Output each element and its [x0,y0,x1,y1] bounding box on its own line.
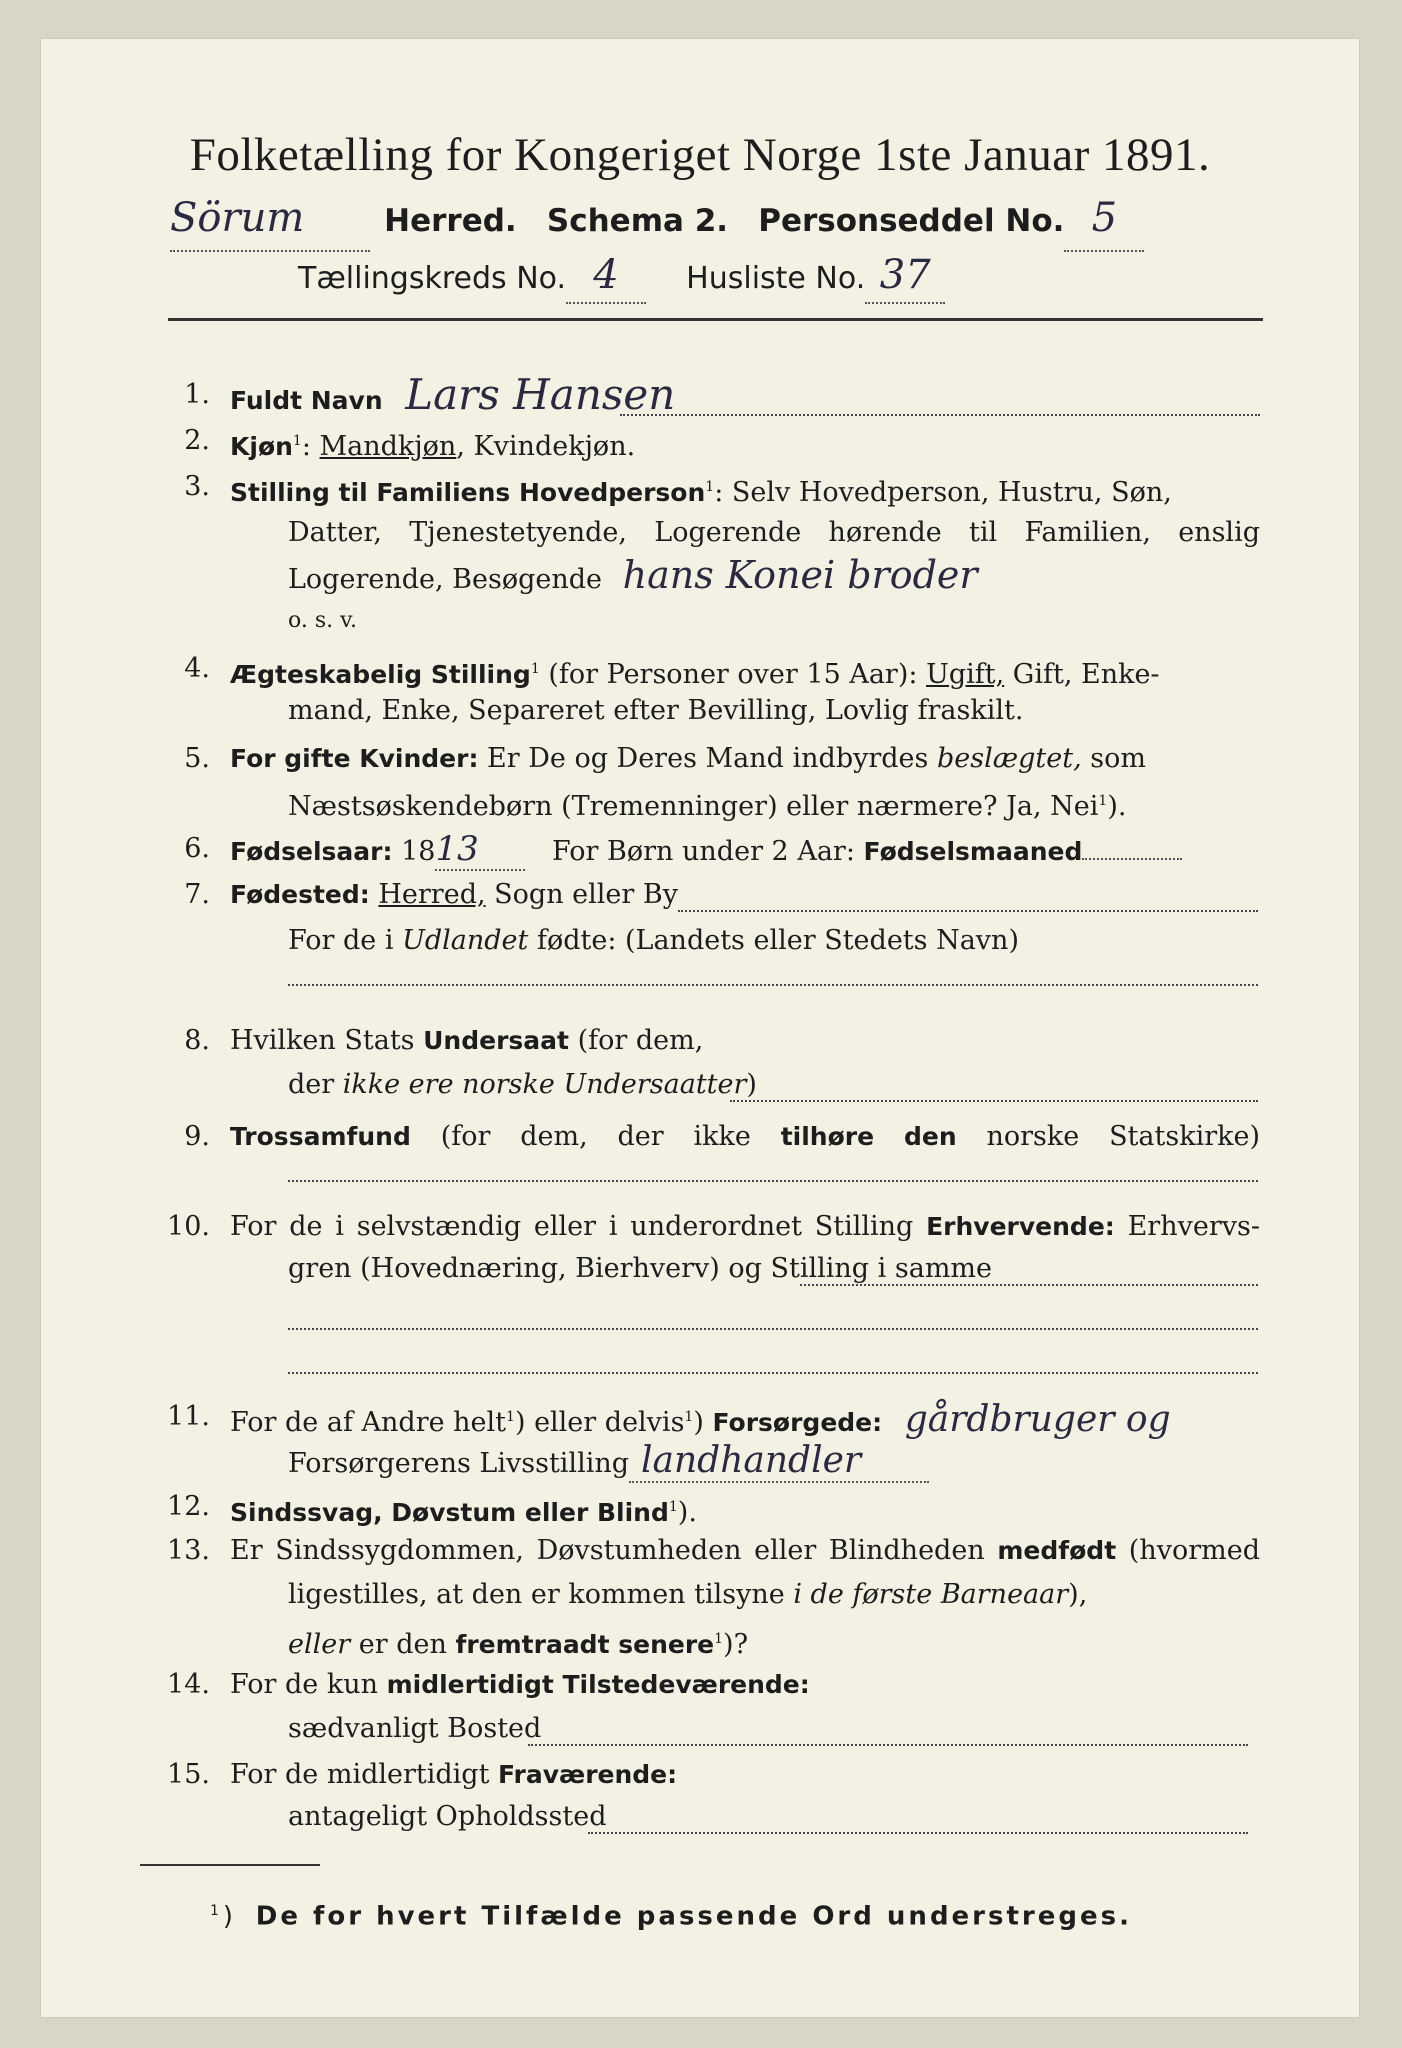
item-9-number: 9. [184,1121,210,1152]
congenital-line-2: ligestilles, at den er kommen tilsyne [288,1579,785,1610]
usual-residence-line [528,1744,1248,1746]
religion-church: norske Statskirke) [986,1121,1260,1152]
item-8-line-2: der ikke ere norske Undersaatter) [288,1069,757,1100]
header-line-2 [298,250,945,304]
footnote-marker: 1 [210,1903,221,1919]
item-1 [230,370,1260,419]
herred-label: Herred. [384,203,517,239]
abroad-word: Udlandet [402,925,529,956]
item-7 [230,878,678,912]
item-2-number: 2. [184,425,210,456]
religion-note: (for dem, der ikke [440,1121,751,1152]
birthplace-options: Sogn eller By [494,879,678,910]
birthplace-label: Fødested: [230,880,370,909]
occupation-intro: For de i selvstændig eller i underordnet Stilling [230,1211,914,1242]
item-15 [230,1758,677,1792]
census-form [40,38,1360,2018]
footnote-text: De for hvert Tilfælde passende Ord understreges. [255,1901,1132,1932]
probable-residence-label: antageligt Opholdssted [288,1801,607,1832]
item-11-line-2 [288,1440,929,1483]
item-5-line-2: Næstsøskendebørn (Tremenninger) eller nærmere? Ja, Nei$^1$). [288,791,1127,822]
congenital-eller: eller [288,1629,351,1660]
item-3-number: 3. [184,471,210,502]
citizenship-not-norwegian: ikke ere norske Undersaatter [342,1069,747,1100]
item-14-number: 14. [167,1669,210,1700]
citizenship-label: Undersaat [423,1026,569,1055]
form-title: Folketælling for Kongeriget Norge 1ste Januar 1891. [189,129,1211,181]
family-position-options-3: Logerende, Besøgende [288,564,602,595]
citizenship-der: der [288,1069,335,1100]
married-women-related: beslægtet, [936,743,1082,774]
item-3: Stilling til Familiens Hovedperson$^1$: Selv Hovedperson, Hustru, Søn, [230,477,1172,508]
footnote-divider [140,1864,320,1866]
congenital-er-den: er den [358,1629,447,1660]
header-line-1 [170,188,1144,252]
birth-month-label: Fødselsmaaned [863,837,1083,866]
temporary-absent-intro: For de midlertidigt [230,1759,490,1790]
marital-status-label: Ægteskabelig Stilling [230,660,531,689]
abroad-line [288,984,1258,986]
marital-status-options-1: Gift, Enke- [1012,659,1160,690]
item-6 [230,829,1182,871]
supported-label: Forsørgede: [712,1408,883,1437]
header-divider [168,318,1263,321]
probable-residence-line [588,1832,1248,1834]
item-9 [230,1120,1260,1154]
congenital-question: Er Sindssygdommen, Døvstumheden eller Blindheden [230,1535,985,1566]
family-position-etc: o. s. v. [288,608,357,633]
item-8 [230,1024,703,1058]
supported-value-1: gårdbruger og [904,1399,1171,1440]
sex-selected: Mandkjøn [319,431,457,462]
married-women-label: For gifte Kvinder: [230,744,479,773]
husliste-number: 37 [879,252,931,298]
temporary-absent-label: Fraværende: [498,1760,678,1789]
supported-intro: For de af Andre helt [230,1407,507,1438]
item-7-number: 7. [184,879,210,910]
family-position-options-2: Datter, Tjenestetyende, Logerende hørende til Familien, enslig [288,517,1260,548]
personseddel-number: 5 [1091,195,1118,241]
full-name-line [620,414,1260,416]
usual-residence-label: sædvanligt Bosted [288,1713,542,1744]
husliste-label: Husliste No. [686,261,866,296]
item-6-number: 6. [184,833,210,864]
married-women-question-1: Er De og Deres Mand indbyrdes [487,743,929,774]
footnote-ref: 1 [292,433,302,449]
citizenship-line [730,1100,1258,1102]
item-8-number: 8. [184,1025,210,1056]
congenital-label: medfødt [997,1536,1117,1565]
footnote-ref: 1 [705,479,715,495]
birth-year-value: 13 [435,829,479,869]
supporter-occupation-value: landhandler [641,1440,862,1481]
item-12-number: 12. [167,1491,210,1522]
taellingskreds-number: 4 [593,252,619,298]
birth-year-label: Fødselsaar: [230,837,393,866]
item-13-number: 13. [167,1535,210,1566]
full-name-label: Fuldt Navn [230,386,383,415]
item-13-line-2: ligestilles, at den er kommen tilsyne i de første Barneaar), [288,1579,1088,1610]
birthplace-selected: Herred, [378,879,486,910]
occupation-label: Erhvervende: [926,1212,1115,1241]
temporary-present-label: midlertidigt Tilstedeværende: [386,1670,810,1699]
congenital-hvormed: (hvormed [1128,1535,1260,1566]
full-name-value: Lars Hansen [405,370,676,419]
family-position-label: Stilling til Familiens Hovedperson [230,478,706,507]
item-10 [230,1210,1260,1244]
disability-label: Sindssvag, Døvstum eller Blind [230,1498,669,1527]
marital-status-note: (for Personer over 15 Aar): [548,659,918,690]
birth-year-prefix: 18 [401,836,436,867]
birthplace-line [678,910,1258,912]
family-position-value: hans Konei broder [622,553,978,597]
item-13 [230,1534,1260,1568]
item-2: Kjøn$^1$: Mandkjøn, Kvindekjøn. [230,431,636,462]
temporary-present-intro: For de kun [230,1669,378,1700]
abroad-question: fødte: (Landets eller Stedets Navn) [536,925,1019,956]
item-11-number: 11. [167,1401,210,1432]
married-women-question-2: Næstsøskendebørn (Tremenninger) eller nærmere? Ja, Nei [288,791,1099,822]
footnote: $^1$) De for hvert Tilfælde passende Ord understreges. [210,1901,1132,1932]
supporter-occupation-label: Forsørgerens Livsstilling [288,1448,630,1479]
item-13-line-3: eller er den fremtraadt senere$^1$)? [288,1629,749,1660]
family-position-options-1: Selv Hovedperson, Hustru, Søn, [731,477,1172,508]
item-12: Sindssvag, Døvstum eller Blind$^1$). [230,1497,697,1528]
item-1-number: 1. [184,379,210,410]
item-15-number: 15. [167,1759,210,1790]
sex-option-female: , Kvindekjøn. [456,431,636,462]
item-11: For de af Andre helt$^1$) eller delvis$^1$) Forsørgede: gårdbruger og [230,1399,1171,1440]
occupation-line-c [288,1372,1258,1374]
congenital-later: fremtraadt senere [455,1630,715,1659]
married-women-som: som [1090,743,1146,774]
personseddel-label: Personseddel No. [758,203,1065,239]
abroad-prefix: For de i [288,925,394,956]
herred-value: Sörum [170,195,305,241]
congenital-childhood: i de første Barneaar [793,1579,1069,1610]
citizenship-prefix: Hvilken Stats [230,1025,415,1056]
religion-label: Trossamfund [230,1122,411,1151]
religion-bold: tilhøre den [780,1122,957,1151]
occupation-erhvervs: Erhvervs- [1127,1211,1260,1242]
item-10-number: 10. [167,1211,210,1242]
taellingskreds-label: Tællingskreds No. [298,261,566,296]
occupation-line-b [288,1328,1258,1330]
marital-status-options-2: mand, Enke, Separeret efter Bevilling, Lovlig fraskilt. [288,695,1024,726]
item-3-line-3 [288,553,978,597]
item-4 [230,652,1260,692]
item-4-number: 4. [184,653,210,684]
occupation-line-2: gren (Hovednæring, Bierhverv) og Stilling i samme [288,1253,993,1284]
birth-month-note: For Børn under 2 Aar: [552,836,855,867]
occupation-line-a [800,1284,1258,1286]
sex-label: Kjøn [230,432,293,461]
marital-status-selected: Ugift, [926,659,1005,690]
citizenship-note: (for dem, [577,1025,704,1056]
item-5-number: 5. [184,743,210,774]
item-14 [230,1668,810,1702]
item-7-line-2 [288,924,1019,958]
schema-label: Schema 2. [546,203,729,239]
religion-line [288,1180,1258,1182]
footnote-ref: 1 [530,661,540,677]
supported-partly: eller delvis [534,1407,685,1438]
item-5 [230,742,1260,776]
